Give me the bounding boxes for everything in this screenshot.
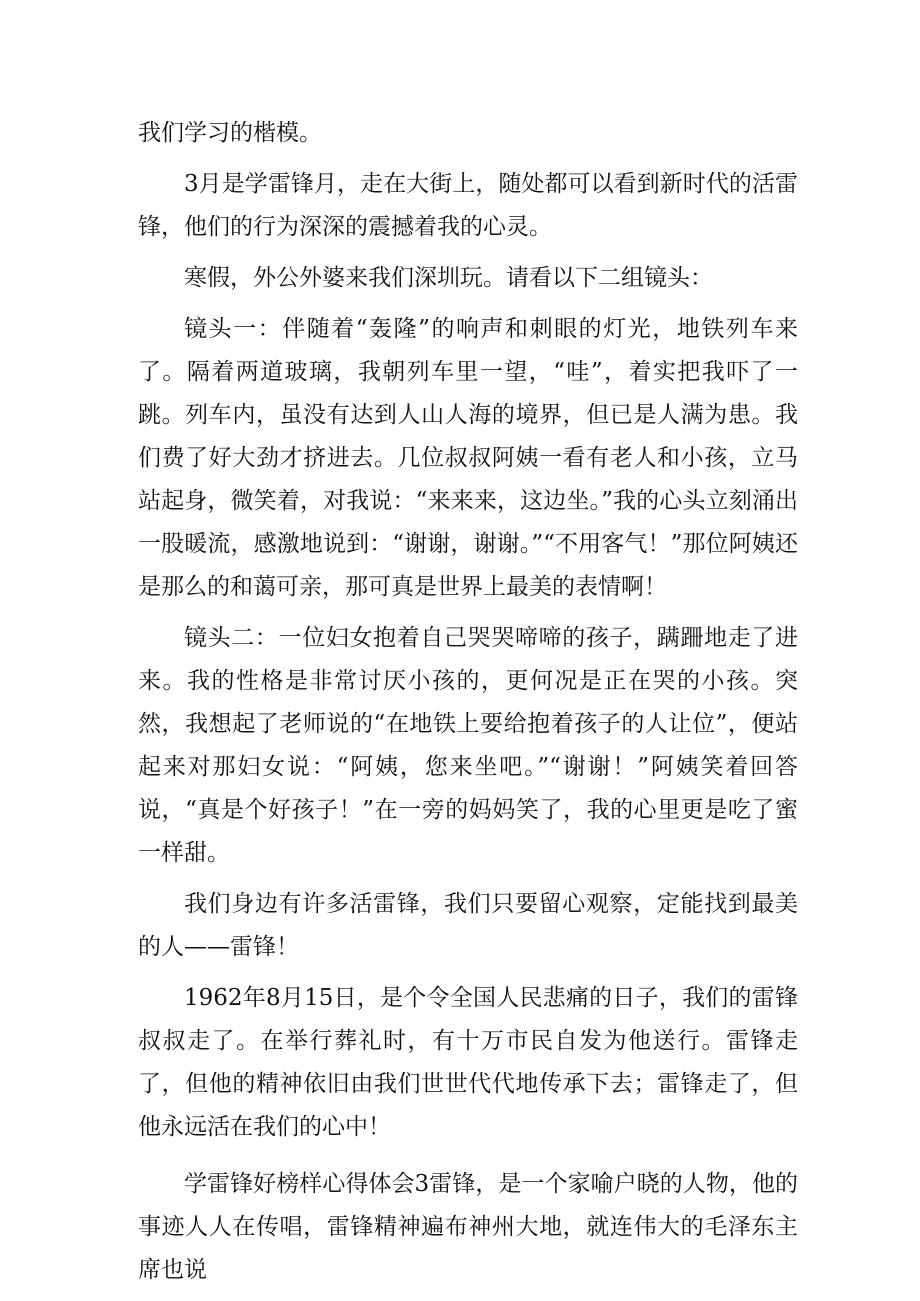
paragraph-2: 3月是学雷锋月，走在大街上，随处都可以看到新时代的活雷锋，他们的行为深深的震撼着我的心灵。 [138,171,798,240]
document-body [138,112,798,1292]
paragraph-1: 我们学习的楷模。 [138,120,322,146]
paragraph-7: 1962年8月15日，是个令全国人民悲痛的日子，我们的雷锋叔叔走了。在举行葬礼时，有十万市民自发为他送行。雷锋走了，但他的精神依旧由我们世世代代地传承下去；雷锋走了，但他永远活在我们的心中！ [138,985,798,1140]
paragraph-5: 镜头二：一位妇女抱着自己哭哭啼啼的孩子，蹒跚地走了进来。我的性格是非常讨厌小孩的，更何况是正在哭的小孩。突然，我想起了老师说的“在地铁上要给抱着孩子的人让位”，便站起来对那妇女说：“阿姨，您来坐吧。”“谢谢！”阿姨笑着回答说，“真是个好孩子！”在一旁的妈妈笑了，我的心里更是吃了蜜一样甜。 [138,625,798,866]
paragraph-3: 寒假，外公外婆来我们深圳玩。请看以下二组镜头： [184,265,713,291]
paragraph-8: 学雷锋好榜样心得体会3雷锋，是一个家喻户晓的人物，他的事迹人人在传唱，雷锋精神遍布神州大地，就连伟大的毛泽东主席也说 [138,1171,798,1283]
paragraph-6: 我们身边有许多活雷锋，我们只要留心观察，定能找到最美的人——雷锋！ [138,891,798,960]
paragraph-4: 镜头一：伴随着“轰隆”的响声和刺眼的灯光，地铁列车来了。隔着两道玻璃，我朝列车里一望，“哇”，着实把我吓了一跳。列车内，虽没有达到人山人海的境界，但已是人满为患。我们费了好大劲才挤进去。几位叔叔阿姨一看有老人和小孩，立马站起身，微笑着，对我说：“来来来，这边坐。”我的心头立刻涌出一股暖流，感激地说到：“谢谢，谢谢。”“不用客气！”那位阿姨还是那么的和蔼可亲，那可真是世界上最美的表情啊！ [138,316,798,600]
